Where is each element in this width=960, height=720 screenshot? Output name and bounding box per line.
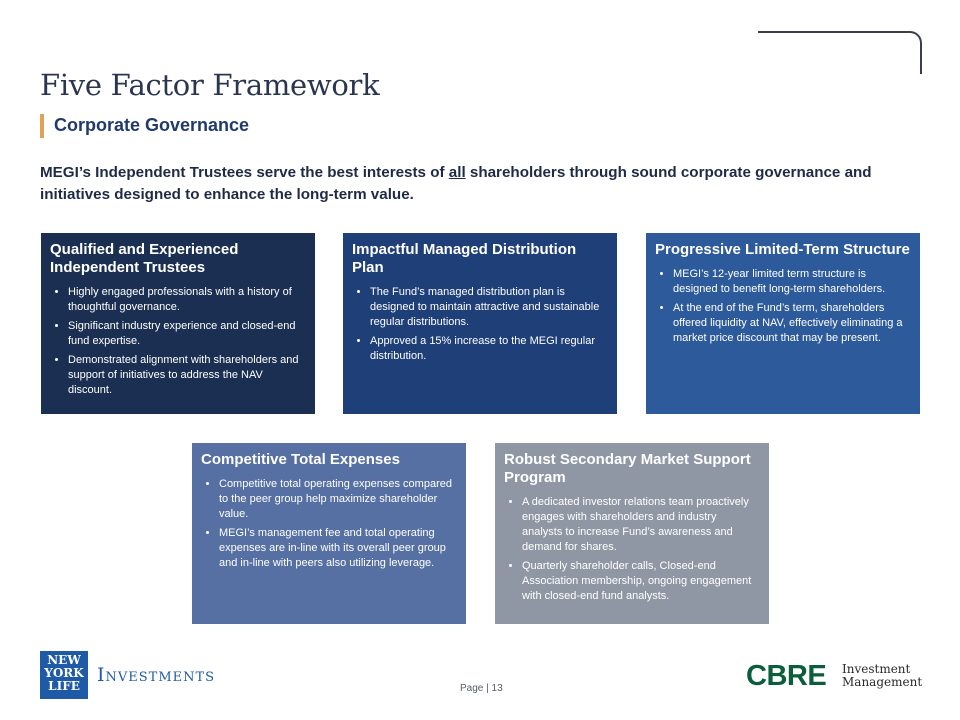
- card-title: Progressive Limited-Term Structure: [655, 241, 910, 258]
- logo-line: Management: [842, 675, 923, 689]
- card-title: Competitive Total Expenses: [201, 451, 400, 468]
- card-bullets: [201, 477, 456, 571]
- card-secondary-market-support: [495, 443, 769, 624]
- bullet-item: • Approved a 15% increase to the MEGI regular distribution.: [370, 334, 607, 364]
- card-managed-distribution: [343, 233, 617, 414]
- page-title: Five Factor Framework: [40, 68, 380, 102]
- bullet-item: • MEGI’s 12-year limited term structure is designed to benefit long-term shareholders.: [673, 267, 910, 297]
- intro-text-start: MEGI’s Independent Trustees serve the best interests of: [40, 164, 449, 181]
- bullet-item: • Significant industry experience and closed-end fund expertise.: [68, 319, 305, 349]
- card-competitive-expenses: [192, 443, 466, 624]
- card-bullets: [504, 495, 759, 604]
- logo-line: NEW: [47, 653, 81, 667]
- card-title: Qualified and Experienced Independent Trustees: [50, 241, 239, 276]
- card-bullets: [655, 267, 910, 346]
- logo-line: YORK: [44, 666, 84, 680]
- card-title: Robust Secondary Market Support Program: [504, 451, 751, 486]
- bullet-item: • Highly engaged professionals with a history of thoughtful governance.: [68, 285, 305, 315]
- bullet-item: • Demonstrated alignment with shareholders and support of initiatives to address the NAV discount.: [68, 353, 305, 398]
- intro-emphasis: all: [448, 164, 466, 181]
- page-number: Page | 13: [460, 683, 503, 694]
- bullet-item: • Competitive total operating expenses compared to the peer group help maximize shareholder value.: [219, 477, 456, 522]
- card-bullets: [50, 285, 305, 398]
- bullet-item: • A dedicated investor relations team proactively engages with shareholders and industry analysts to increase Fund’s awareness and demand for shares.: [522, 495, 759, 555]
- new-york-life-logo: [40, 651, 88, 699]
- intro-text-end: shareholders through sound corporate governance and initiatives designed to enhance the long-term value.: [40, 164, 872, 203]
- bullet-item: • At the end of the Fund’s term, shareholders offered liquidity at NAV, effectively eliminating a market price discount that may be present.: [673, 301, 910, 346]
- bullet-item: • Quarterly shareholder calls, Closed-end Association membership, ongoing engagement with closed-end fund analysts.: [522, 559, 759, 604]
- corner-frame-decoration: [758, 31, 922, 74]
- investments-wordmark: Investments: [97, 664, 216, 686]
- subtitle-accent-bar: [40, 114, 44, 138]
- intro-statement: [40, 162, 900, 206]
- cbre-investment-management-label: [842, 663, 922, 689]
- card-limited-term-structure: [646, 233, 920, 414]
- logo-line: Investment: [842, 662, 911, 676]
- bullet-item: • MEGI’s management fee and total operating expenses are in-line with its overall peer group and in-line with peers also utilizing leverage.: [219, 526, 456, 571]
- cbre-logo: CBRE: [746, 660, 827, 692]
- logo-line: LIFE: [48, 679, 80, 693]
- bullet-item: • The Fund’s managed distribution plan is designed to maintain attractive and sustainable regular distributions.: [370, 285, 607, 330]
- card-title: Impactful Managed Distribution Plan: [352, 241, 577, 276]
- card-qualified-trustees: [41, 233, 315, 414]
- section-subtitle: Corporate Governance: [54, 115, 250, 135]
- card-bullets: [352, 285, 607, 364]
